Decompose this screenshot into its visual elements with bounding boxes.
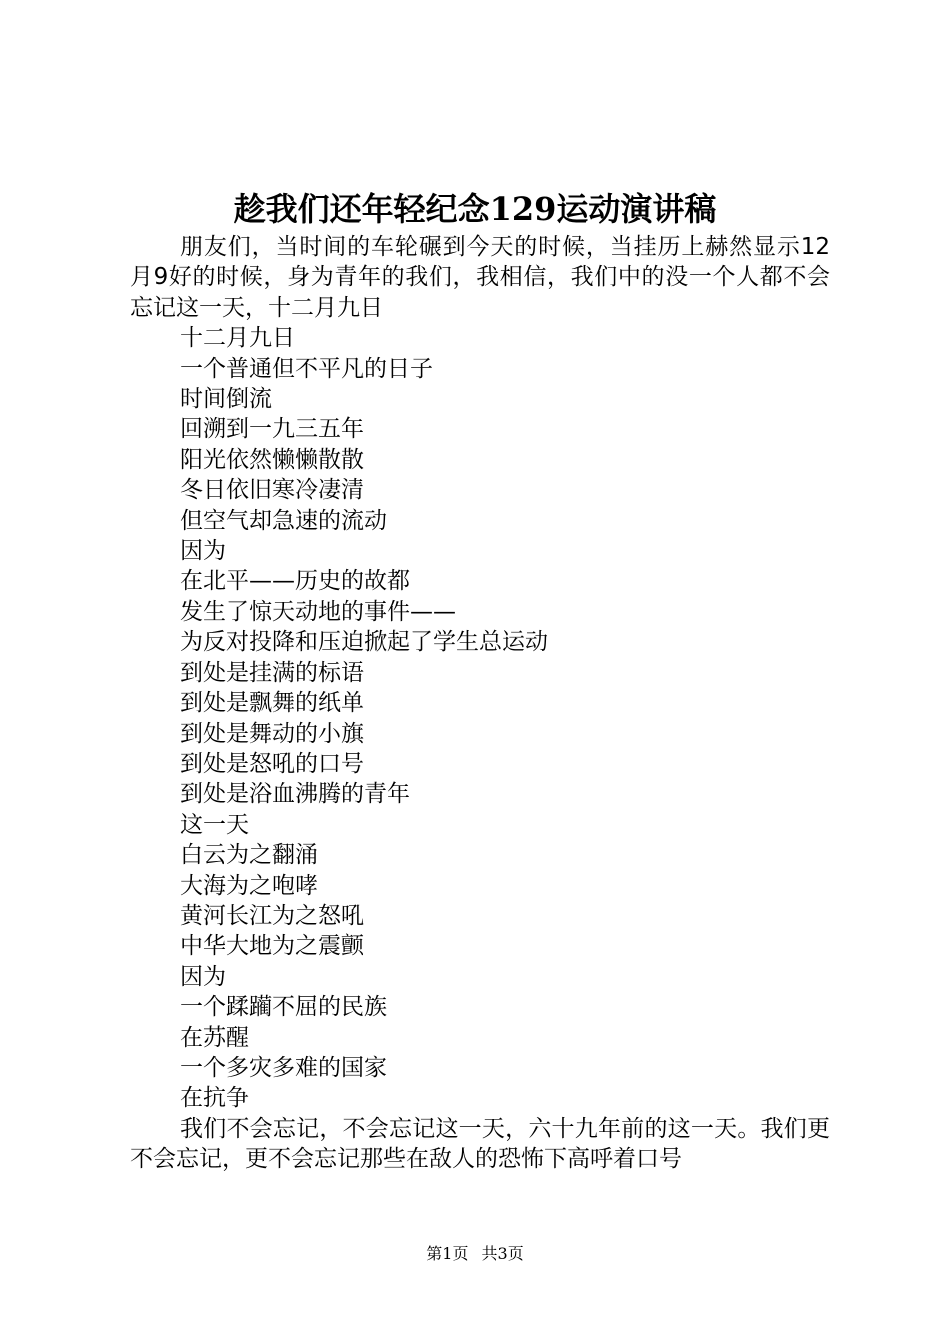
page-footer [0,1242,950,1266]
verse-line: 这一天 [180,811,249,838]
verse-line: 到处是舞动的小旗 [180,720,364,747]
verse-line: 到处是挂满的标语 [180,659,364,686]
verse-line: 到处是怒吼的口号 [180,750,364,777]
verse-line: 一个蹂躏不屈的民族 [180,994,387,1021]
verse-line: 黄河长江为之怒吼 [180,902,364,929]
verse-line: 中华大地为之震颤 [180,933,364,960]
page-total: 共3页 [481,1244,524,1263]
page-number: 第1页 [426,1244,469,1263]
closing-paragraph: 我们不会忘记，不会忘记这一天，六十九年前的这一天。我们更不会忘记，更不会忘记那些在敌人的恐怖下高呼着口号 [130,1115,830,1173]
verse-line: 在苏醒 [180,1024,249,1051]
document-body [130,232,830,1175]
verse-line: 十二月九日 [180,325,295,352]
verse-line: 因为 [180,538,226,565]
intro-paragraph: 朋友们，当时间的车轮碾到今天的时候，当挂历上赫然显示12月9好的时候，身为青年的我们，我相信，我们中的没一个人都不会忘记这一天，十二月九日 [130,234,830,321]
verse-line: 到处是飘舞的纸单 [180,690,364,717]
verse-line: 一个普通但不平凡的日子 [180,355,433,382]
verse-line: 白云为之翻涌 [180,842,318,869]
verse-line: 在北平——历史的故都 [180,568,410,595]
verse-line: 时间倒流 [180,386,272,413]
verse-line: 因为 [180,963,226,990]
verse-line: 一个多灾多难的国家 [180,1054,387,1081]
verse-line: 为反对投降和压迫掀起了学生总运动 [180,629,548,656]
verse-line: 在抗争 [180,1085,249,1112]
verse-list [130,323,830,1114]
verse-line: 大海为之咆哮 [180,872,318,899]
verse-line: 阳光依然懒懒散散 [180,446,364,473]
verse-line: 到处是浴血沸腾的青年 [180,781,410,808]
verse-line: 发生了惊天动地的事件—— [180,598,456,625]
verse-line: 回溯到一九三五年 [180,416,364,443]
document-title: 趁我们还年轻纪念129运动演讲稿 [233,190,717,228]
verse-line: 冬日依旧寒冷凄清 [180,477,364,504]
verse-line: 但空气却急速的流动 [180,507,387,534]
